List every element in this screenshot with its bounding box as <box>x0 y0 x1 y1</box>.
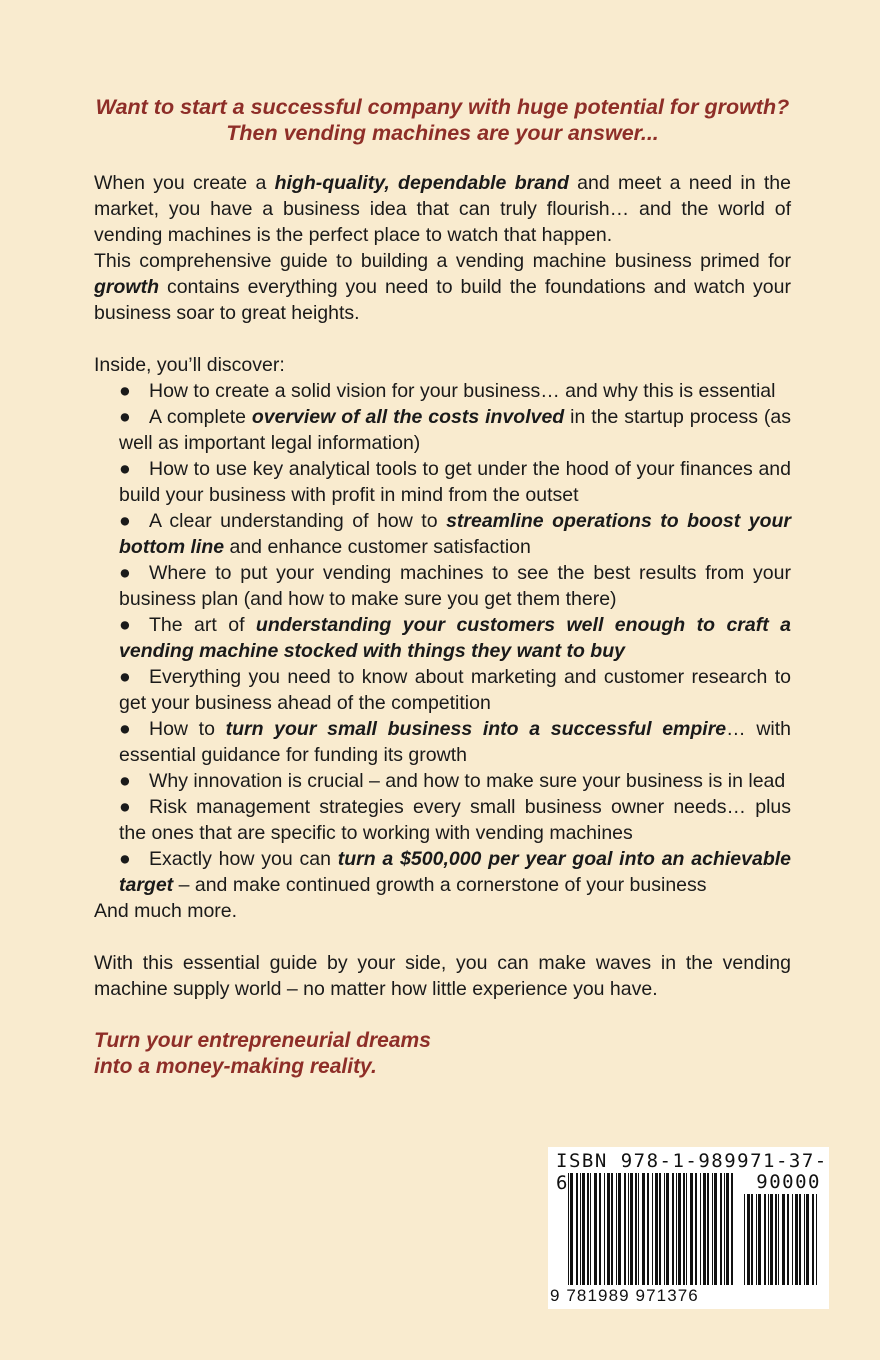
intro-emphasis-1: high-quality, dependable brand <box>274 172 569 194</box>
intro-paragraph-1: When you create a high-quality, dependable brand and meet a need in the market, you have a business idea that can truly flourish… and the world of vending machines is the perfect place to watch that happen. <box>94 172 791 246</box>
bullet-icon: ● <box>119 406 131 428</box>
bullet-icon: ● <box>119 666 131 688</box>
back-cover-text <box>94 94 791 1080</box>
barcode-bar <box>764 1194 766 1285</box>
barcode-bar <box>768 1194 769 1285</box>
list-item: ● A complete overview of all the costs involved in the startup process (as well as important legal information) <box>119 406 791 454</box>
bullet-icon: ● <box>119 458 131 480</box>
discover-label: Inside, you’ll discover: <box>94 354 285 376</box>
barcode-bar <box>792 1194 793 1285</box>
list-item: ● Everything you need to know about marketing and customer research to get your business ahead of the competition <box>119 666 791 714</box>
list-item: ● The art of understanding your customers well enough to craft a vending machine stocked with things they want to buy <box>119 614 792 662</box>
bullet-icon: ● <box>119 796 131 818</box>
bullet-icon: ● <box>119 562 131 584</box>
price-code: 90000 <box>756 1171 821 1193</box>
barcode-bar <box>795 1194 798 1285</box>
list-item: ● How to use key analytical tools to get under the hood of your finances and build your business with profit in mind from the outset <box>119 458 791 506</box>
bullet-icon: ● <box>119 510 131 532</box>
bullet-icon: ● <box>119 770 131 792</box>
barcode-bar <box>744 1194 745 1285</box>
intro-emphasis-2: growth <box>94 276 159 298</box>
barcode-bar <box>747 1194 750 1285</box>
and-more-text: And much more. <box>94 900 238 922</box>
intro-paragraph-2: This comprehensive guide to building a vending machine business primed for growth contains everything you need to build the foundations and watch your business soar to great heights. <box>94 250 791 324</box>
list-item: ● Where to put your vending machines to see the best results from your business plan (and how to make sure you get them there) <box>119 562 791 610</box>
barcode-bar <box>787 1194 789 1285</box>
list-item: ● Why innovation is crucial – and how to make sure your business is in lead <box>119 770 786 792</box>
barcode-bar <box>804 1194 805 1285</box>
closing-line-1: Turn your entrepreneurial dreams <box>94 1029 431 1052</box>
barcode-bar <box>770 1194 773 1285</box>
barcode-bar <box>751 1194 753 1285</box>
feature-list <box>94 378 791 898</box>
barcode-bar <box>812 1194 814 1285</box>
barcode-bar <box>806 1194 809 1285</box>
bullet-icon: ● <box>119 848 131 870</box>
barcode-bar <box>778 1194 779 1285</box>
barcode-bar <box>775 1194 777 1285</box>
list-item: ● How to create a solid vision for your business… and why this is essential <box>119 380 776 402</box>
barcode-digits: 9 781989 971376 <box>550 1286 699 1305</box>
list-item: ● How to turn your small business into a successful empire… with essential guidance for funding its growth <box>119 718 791 766</box>
barcode-bar <box>758 1194 761 1285</box>
barcode-bar <box>782 1194 785 1285</box>
summary-paragraph: With this essential guide by your side, you can make waves in the vending machine supply world – no matter how little experience you have. <box>94 952 791 1000</box>
bullet-icon: ● <box>119 380 131 402</box>
list-item: ● A clear understanding of how to streamline operations to boost your bottom line and enhance customer satisfaction <box>119 510 791 558</box>
list-item: ● Risk management strategies every small business owner needs… plus the ones that are specific to working with vending machines <box>119 796 791 844</box>
barcode-bar <box>756 1194 757 1285</box>
isbn-label: ISBN 978-1-989971-37-6 <box>556 1150 828 1194</box>
bullet-icon: ● <box>119 614 131 636</box>
isbn-barcode <box>548 1147 829 1309</box>
closing-line-2: into a money-making reality. <box>94 1055 377 1078</box>
barcode-bar <box>816 1194 817 1285</box>
list-item: ● Exactly how you can turn a $500,000 per year goal into an achievable target – and make continued growth a cornerstone of your business <box>119 848 791 896</box>
barcode-bar <box>799 1194 801 1285</box>
bullet-icon: ● <box>119 718 131 740</box>
headline: Want to start a successful company with huge potential for growth? Then vending machines are your answer... <box>95 95 790 145</box>
